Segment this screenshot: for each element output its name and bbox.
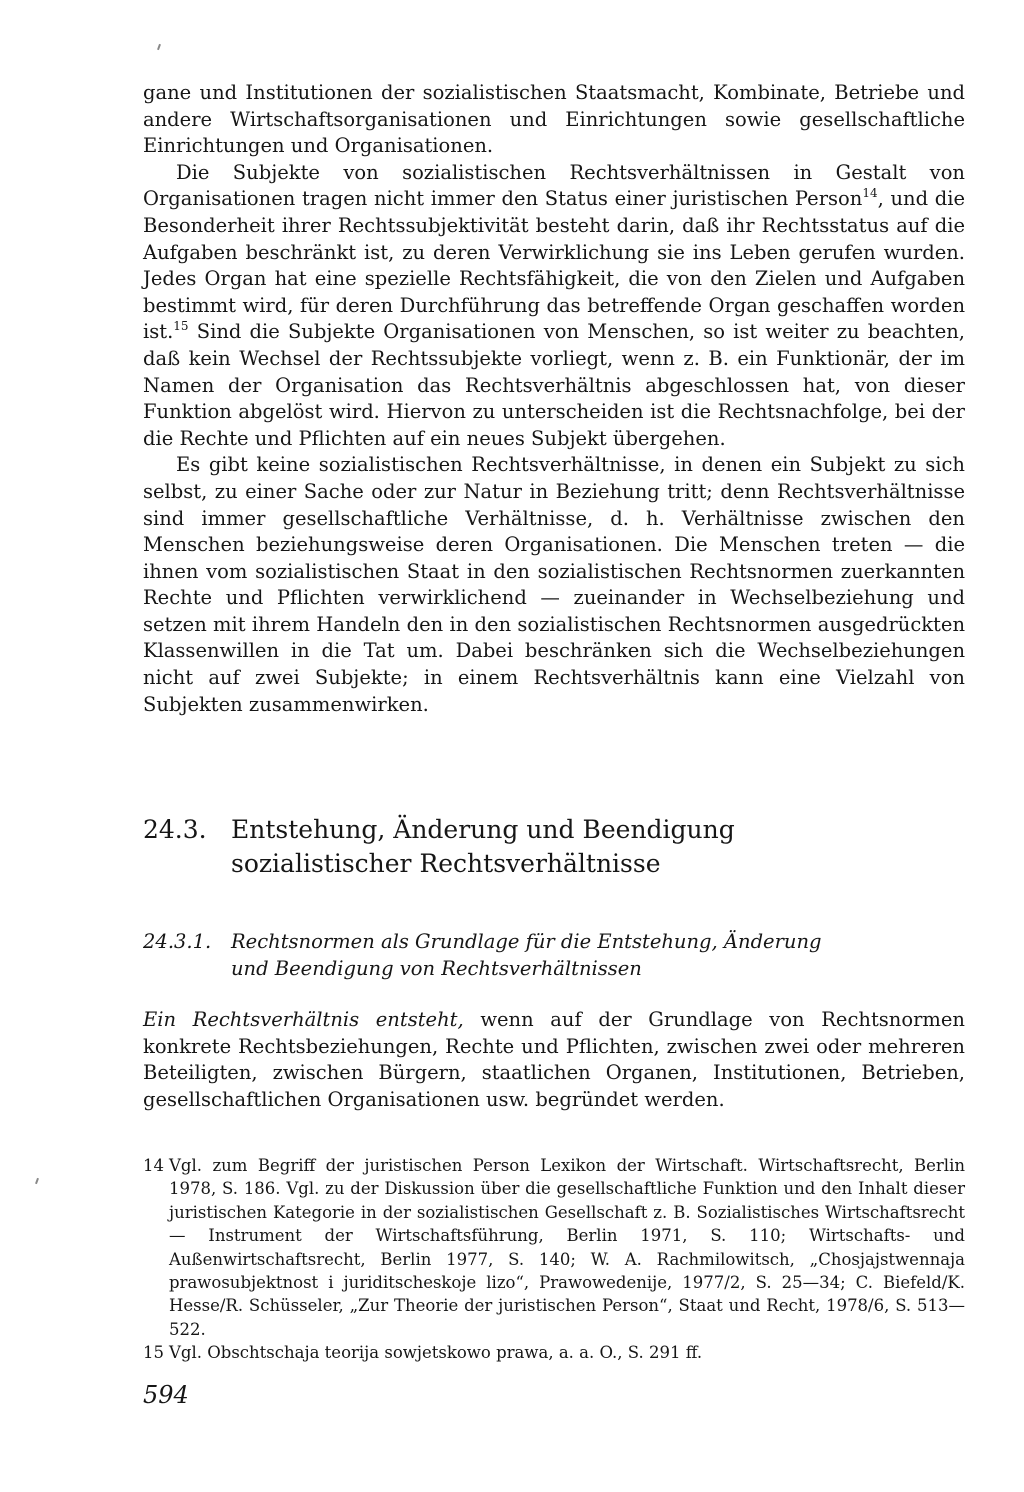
defined-term: Ein Rechtsverhältnis entsteht, (143, 1008, 464, 1031)
paragraph-organisation-subjects: Die Subjekte von sozialistischen Rechtsverhältnissen in Gestalt von Organisationen tragen nicht immer den Status einer juristischen Person$^{14}$, und die Besonderheit ihrer Rechtssubjektivität besteht darin, daß ihr Rechtsstatus auf die Aufgaben beschränkt ist, zu deren Verwirklichung sie ins Leben gerufen wurden. Jedes Organ hat eine spezielle Rechtsfähigkeit, die von den Zielen und Aufgaben bestimmt wird, für deren Durchführung das betreffende Organ geschaffen worden ist.$^{15}$ Sind die Subjekte Organisationen von Menschen, so ist weiter zu beachten, daß kein Wechsel der Rechtssubjekte vorliegt, wenn z. B. ein Funktionär, der im Namen der Organisation das Rechtsverhältnis abgeschlossen hat, von dieser Funktion abgelöst wird. Hiervon zu unterscheiden ist die Rechtsnachfolge, bei der die Rechte und Pflichten auf ein neues Subjekt übergehen. (143, 160, 965, 450)
section-heading (143, 813, 843, 881)
scan-speck (35, 1178, 39, 1184)
section-number: 24.3. (143, 815, 207, 844)
subsection-heading (143, 929, 903, 982)
subsection-number: 24.3.1. (143, 930, 212, 953)
paragraph-definition: Ein Rechtsverhältnis entsteht, wenn auf der Grundlage von Rechtsnormen konkrete Rechtsbeziehungen, Rechte und Pflichten, zwischen zwei oder mehreren Beteiligten, zwischen Bürgern, staatlichen Organen, Institutionen, Betrieben, gesellschaftlichen Organisationen usw. begründet werden. (143, 1008, 965, 1111)
footnote-ref-14: 14 (862, 186, 878, 201)
paragraph-social-relations: Es gibt keine sozialistischen Rechtsverhältnisse, in denen ein Subjekt zu sich selbst, zu einer Sache oder zur Natur in Beziehung tritt; denn Rechtsverhältnisse sind immer gesellschaftliche Verhältnisse, d. h. Verhältnisse zwischen den Menschen beziehungsweise deren Organisationen. Die Menschen treten — die ihnen vom sozialistischen Staat in den sozialistischen Rechtsnormen zuerkannten Rechte und Pflichten verwirklichend — zueinander in Wechselbeziehung und setzen mit ihrem Handeln den in den sozialistischen Rechtsnormen ausgedrückten Klassenwillen in die Tat um. Dabei beschränken sich die Wechselbeziehungen nicht auf zwei Subjekte; in einem Rechtsverhältnis kann eine Vielzahl von Subjekten zusammenwirken. (143, 453, 965, 716)
definition-text-block (143, 1007, 965, 1113)
main-text-block (143, 80, 965, 718)
section-title: Entstehung, Änderung und Beendigung sozialistischer Rechtsverhältnisse (231, 815, 735, 878)
scan-speck (157, 44, 161, 50)
footnote-text: Vgl. Obschtschaja teorija sowjetskowo prawa, a. a. O., S. 291 ff. (169, 1343, 703, 1363)
footnotes (143, 1154, 965, 1365)
footnote-ref-15: 15 (173, 319, 189, 334)
subsection-title: Rechtsnormen als Grundlage für die Entstehung, Änderung und Beendigung von Rechtsverhältnissen (231, 930, 822, 980)
footnote-14 (143, 1154, 965, 1341)
page-number: 594 (143, 1381, 189, 1409)
footnote-text: Vgl. zum Begriff der juristischen Person Lexikon der Wirtschaft. Wirtschaftsrecht, Berlin 1978, S. 186. Vgl. zu der Diskussion über die gesellschaftliche Funktion und den Inhalt dieser juristischen Kategorie in der sozialistischen Gesellschaft z. B. Sozialistisches Wirtschaftsrecht — Instrument der Wirtschaftsführung, Berlin 1971, S. 110; Wirtschafts- und Außenwirtschaftsrecht, Berlin 1977, S. 140; W. A. Rachmilowitsch, „Chosjajstwennaja prawosubjektnost i juriditscheskoje lizo“, Prawowedenije, 1977/2, S. 25—34; C. Biefeld/K. Hesse/R. Schüsseler, „Zur Theorie der juristischen Person“, Staat und Recht, 1978/6, S. 513—522. (169, 1156, 965, 1339)
footnote-15 (143, 1341, 965, 1364)
paragraph-continued: gane und Institutionen der sozialistischen Staatsmacht, Kombinate, Betriebe und andere Wirtschaftsorganisationen und Einrichtungen sowie gesellschaftliche Einrichtungen und Organisationen. (143, 81, 965, 158)
footnote-number: 15 (143, 1343, 164, 1363)
footnote-number: 14 (143, 1156, 164, 1175)
